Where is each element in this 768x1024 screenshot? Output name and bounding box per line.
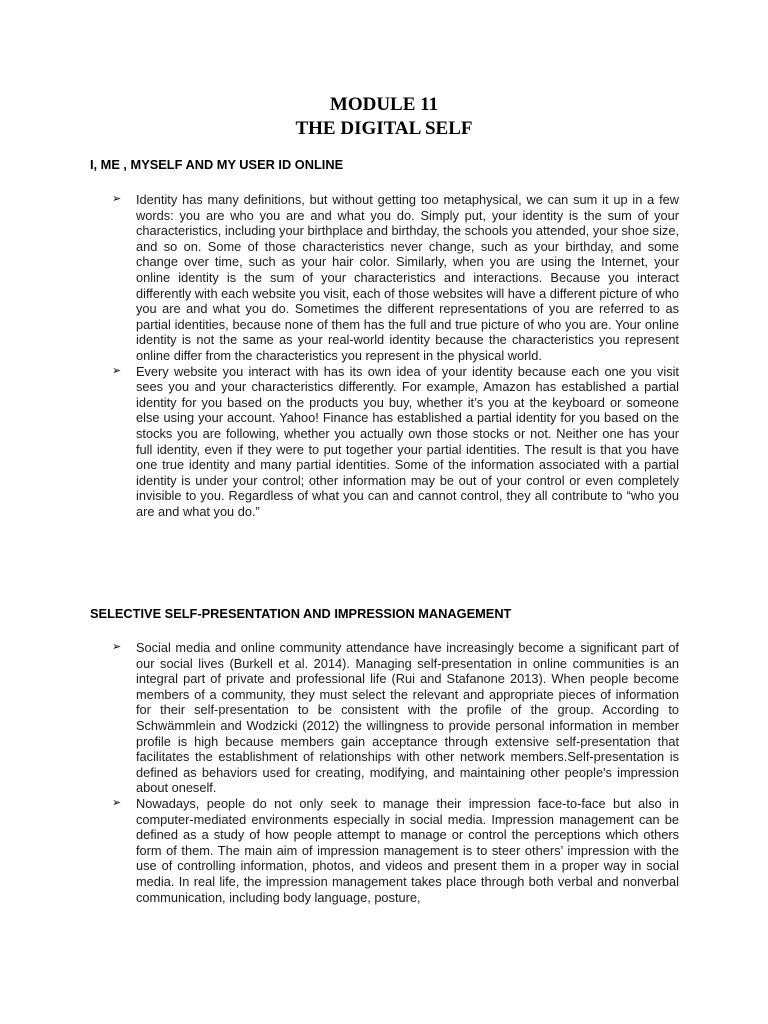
- arrow-bullet-icon: ➢: [112, 796, 122, 809]
- arrow-bullet-icon: ➢: [112, 364, 122, 377]
- list-item: [112, 796, 679, 905]
- list-item: [112, 192, 679, 364]
- module-title-block: [0, 93, 768, 141]
- bullet-text: Every website you interact with has its own idea of your identity because each one you visit sees you and your characteristics differently. For example, Amazon has established a partial identity for you based on the products you buy, whether it’s you at the keyboard or someone else using your account. Yahoo! Finance has established a partial identity for you based on the stocks you are following, whether you actually own those stocks or not. Neither one has your full identity, even if they were to put together your partial identities. The result is that you have one true identity and many partial identities. Some of the information associated with a partial identity is under your control; other information may be out of your control or even completely invisible to you. Regardless of what you can and cannot control, they all contribute to “who you are and what you do.”: [136, 363, 679, 519]
- list-item: [112, 640, 679, 796]
- arrow-bullet-icon: ➢: [112, 193, 122, 205]
- module-label: MODULE 11: [329, 94, 439, 115]
- section-heading-self-presentation: SELECTIVE SELF-PRESENTATION AND IMPRESSION MANAGEMENT: [90, 606, 512, 621]
- arrow-bullet-icon: ➢: [112, 641, 122, 653]
- bullet-text: Social media and online community attendance have increasingly become a significant part of our social lives (Burkell et al. 2014). Managing self-presentation in online communities is an integral part of private and professional life (Rui and Stafanone 2013). When people become members of a community, they must select the relevant and appropriate pieces of information for their self-presentation to be consistent with the profile of the group. According to Schwämmlein and Wodzicki (2012) the willingness to provide personal information in member profile is high because members gain acceptance through extensive self-presentation that facilitates the establishment of relationships with other network members.Self-presentation is defined as behaviors used for creating, modifying, and maintaining other people's impression about oneself.: [136, 640, 679, 796]
- bullet-text: Nowadays, people do not only seek to manage their impression face-to-face but also in computer-mediated environments especially in social media. Impression management can be defined as a study of how people attempt to manage or control the perceptions which others form of them. The main aim of impression management is to steer others’ impression with the use of controlling information, photos, and videos and present them in a proper way in social media. In real life, the impression management takes place through both verbal and nonverbal communication, including body language, posture,: [136, 795, 679, 905]
- section-heading-identity: I, ME , MYSELF AND MY USER ID ONLINE: [90, 157, 344, 172]
- bullet-list-identity: [112, 192, 679, 519]
- bullet-list-self-presentation: [112, 640, 679, 905]
- module-title: THE DIGITAL SELF: [295, 118, 473, 139]
- bullet-text: Identity has many definitions, but without getting too metaphysical, we can sum it up in a few words: you are who you are and what you do. Simply put, your identity is the sum of your characteristics, including your birthplace and birthday, the schools you attended, your shoe size, and so on. Some of those characteristics never change, such as your birthday, and some change over time, such as your hair color. Similarly, when you are using the Internet, your online identity is the sum of your characteristics and interactions. Because you interact differently with each website you visit, each of those websites will have a different picture of who you are and what you do. Sometimes the different representations of you are referred to as partial identities, because none of them has the full and true picture of who you are. Your online identity is not the same as your real-world identity because the characteristics you represent online differ from the characteristics you represent in the physical world.: [136, 192, 679, 363]
- list-item: [112, 364, 679, 520]
